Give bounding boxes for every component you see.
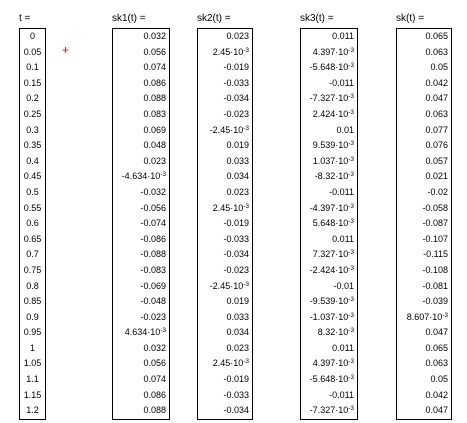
- table-cell: $9.539\cdot 10^{-3}$: [312, 140, 354, 151]
- table-cell: 1.1: [26, 374, 39, 385]
- table-cell: 0.032: [143, 342, 166, 353]
- table-cell: 0.047: [425, 93, 448, 104]
- table-cell: -0.011: [329, 77, 354, 88]
- sk3-column-label: sk3(t) =: [300, 13, 334, 24]
- table-cell: $-8.32\cdot 10^{-3}$: [314, 171, 354, 182]
- table-cell: $-5.648\cdot 10^{-3}$: [309, 62, 354, 73]
- table-cell: 0.05: [430, 62, 448, 73]
- table-cell: 0.1: [26, 62, 39, 73]
- table-cell: 0.011: [332, 31, 354, 41]
- table-cell: $-4.634\cdot 10^{-3}$: [121, 171, 166, 182]
- crosshair-cursor-icon: +: [62, 43, 70, 57]
- table-cell: $4.397\cdot 10^{-3}$: [312, 46, 354, 57]
- table-cell: 0.55: [23, 202, 42, 213]
- table-cell: 0.023: [143, 155, 166, 166]
- table-cell: 0.048: [143, 140, 166, 151]
- table-cell: 0.05: [430, 374, 448, 385]
- table-cell: $-2.45\cdot 10^{-3}$: [209, 124, 249, 135]
- table-cell: 0.042: [425, 77, 448, 88]
- table-cell: -0.019: [223, 374, 249, 385]
- table-cell: $-7.327\cdot 10^{-3}$: [309, 405, 354, 416]
- sk2-column-label: sk2(t) =: [197, 13, 231, 24]
- table-cell: -0.019: [223, 62, 249, 73]
- table-cell: 1: [29, 342, 35, 353]
- table-cell: -0.019: [223, 218, 249, 229]
- table-cell: -0.069: [140, 280, 166, 291]
- table-cell: -0.056: [140, 202, 166, 213]
- sk2-table[interactable]: [197, 28, 253, 420]
- t-table[interactable]: [19, 28, 46, 420]
- table-cell: 1.15: [23, 389, 42, 400]
- table-cell: 0.077: [425, 124, 448, 135]
- table-cell: $-4.397\cdot 10^{-3}$: [309, 202, 354, 213]
- table-cell: -0.115: [423, 249, 448, 260]
- table-cell: 0.021: [425, 171, 448, 182]
- table-cell: -0.033: [223, 389, 249, 400]
- table-cell: 0.2: [26, 93, 39, 104]
- table-cell: -0.108: [422, 264, 448, 275]
- table-cell: 0.023: [226, 31, 249, 41]
- table-cell: 0.083: [143, 108, 166, 119]
- table-cell: $1.037\cdot 10^{-3}$: [312, 155, 354, 166]
- table-cell: 0.034: [226, 327, 249, 338]
- table-cell: 0.088: [143, 405, 166, 416]
- table-cell: -0.048: [140, 296, 166, 307]
- table-cell: 0.065: [425, 342, 448, 353]
- table-cell: -0.034: [223, 93, 249, 104]
- table-cell: $4.397\cdot 10^{-3}$: [312, 358, 354, 369]
- sk1-table[interactable]: [112, 28, 170, 420]
- table-cell: 0.076: [425, 140, 448, 151]
- table-cell: 0.8: [26, 280, 39, 291]
- table-cell: 0.033: [226, 311, 249, 322]
- table-cell: 0.25: [23, 108, 42, 119]
- table-cell: 0.95: [23, 327, 42, 338]
- table-cell: -0.086: [140, 233, 166, 244]
- table-cell: 0.074: [143, 62, 166, 73]
- table-cell: 0.85: [23, 296, 42, 307]
- t-column-label: t =: [19, 13, 31, 24]
- table-cell: 0.034: [226, 171, 249, 182]
- table-cell: 0.033: [226, 155, 249, 166]
- table-cell: -0.023: [223, 264, 249, 275]
- table-cell: 0.05: [23, 46, 42, 57]
- table-cell: $-9.539\cdot 10^{-3}$: [309, 296, 354, 307]
- table-cell: -0.033: [223, 77, 249, 88]
- table-cell: 1.2: [26, 405, 39, 416]
- table-cell: $5.648\cdot 10^{-3}$: [312, 218, 354, 229]
- table-cell: $7.327\cdot 10^{-3}$: [312, 249, 354, 260]
- table-cell: $2.45\cdot 10^{-3}$: [212, 358, 249, 369]
- table-cell: 0.011: [332, 342, 354, 353]
- table-cell: 0.35: [23, 140, 42, 151]
- table-cell: 0.45: [23, 171, 42, 182]
- table-cell: -0.081: [422, 280, 448, 291]
- table-cell: -0.058: [422, 202, 448, 213]
- table-cell: 0.086: [143, 77, 166, 88]
- table-cell: 0.4: [26, 155, 39, 166]
- table-cell: -0.074: [140, 218, 166, 229]
- table-cell: -0.02: [427, 186, 448, 197]
- table-cell: 0.019: [226, 296, 249, 307]
- table-cell: 0.9: [26, 311, 39, 322]
- table-cell: $2.424\cdot 10^{-3}$: [312, 108, 354, 119]
- table-cell: 0.65: [23, 233, 42, 244]
- table-cell: 0.056: [143, 358, 166, 369]
- table-cell: -0.011: [329, 186, 354, 197]
- table-cell: -0.088: [140, 249, 166, 260]
- table-cell: 0.069: [143, 124, 166, 135]
- table-cell: -0.023: [223, 108, 249, 119]
- sk3-table[interactable]: [300, 28, 358, 420]
- table-cell: 0.063: [425, 358, 448, 369]
- sk-table[interactable]: [396, 28, 452, 420]
- table-cell: $-5.648\cdot 10^{-3}$: [309, 374, 354, 385]
- table-cell: 1.05: [23, 358, 42, 369]
- table-cell: -0.083: [140, 264, 166, 275]
- table-cell: 0.063: [425, 46, 448, 57]
- table-cell: 0.7: [26, 249, 39, 260]
- table-cell: -0.034: [223, 249, 249, 260]
- table-cell: $-2.424\cdot 10^{-3}$: [309, 264, 354, 275]
- table-cell: 0.074: [143, 374, 166, 385]
- table-cell: -0.01: [333, 280, 354, 291]
- table-cell: 0.3: [26, 124, 39, 135]
- table-cell: $8.32\cdot 10^{-3}$: [317, 327, 354, 338]
- table-cell: 0.032: [143, 31, 166, 41]
- table-cell: 0.75: [23, 264, 42, 275]
- sk-column-label: sk(t) =: [396, 13, 425, 24]
- table-cell: 0.056: [143, 46, 166, 57]
- table-cell: $4.634\cdot 10^{-3}$: [124, 327, 166, 338]
- table-cell: 0.6: [26, 218, 39, 229]
- table-cell: $-7.327\cdot 10^{-3}$: [309, 93, 354, 104]
- table-cell: $2.45\cdot 10^{-3}$: [212, 46, 249, 57]
- table-cell: 0: [29, 31, 35, 41]
- table-cell: 0.019: [226, 140, 249, 151]
- table-cell: 0.063: [425, 108, 448, 119]
- table-cell: 0.011: [332, 233, 354, 244]
- table-cell: 0.5: [26, 186, 39, 197]
- table-cell: -0.087: [422, 218, 448, 229]
- table-cell: 0.086: [143, 389, 166, 400]
- table-cell: -0.023: [140, 311, 166, 322]
- table-cell: 0.023: [226, 186, 249, 197]
- table-cell: $-1.037\cdot 10^{-3}$: [309, 311, 354, 322]
- table-cell: 0.057: [425, 155, 448, 166]
- sk1-column-label: sk1(t) =: [112, 13, 146, 24]
- table-cell: -0.034: [223, 405, 249, 416]
- table-cell: 0.042: [425, 389, 448, 400]
- table-cell: 0.088: [143, 93, 166, 104]
- table-cell: $8.607\cdot 10^{-3}$: [406, 311, 448, 322]
- table-cell: 0.065: [425, 31, 448, 41]
- table-cell: 0.023: [226, 342, 249, 353]
- table-cell: -0.039: [422, 296, 448, 307]
- table-cell: 0.15: [23, 77, 42, 88]
- table-cell: -0.033: [223, 233, 249, 244]
- table-cell: 0.047: [425, 405, 448, 416]
- table-cell: $2.45\cdot 10^{-3}$: [212, 202, 249, 213]
- table-cell: -0.107: [422, 233, 448, 244]
- table-cell: $-2.45\cdot 10^{-3}$: [209, 280, 249, 291]
- table-cell: 0.047: [425, 327, 448, 338]
- table-cell: -0.011: [329, 389, 354, 400]
- table-cell: -0.032: [140, 186, 166, 197]
- table-cell: 0.01: [336, 124, 354, 135]
